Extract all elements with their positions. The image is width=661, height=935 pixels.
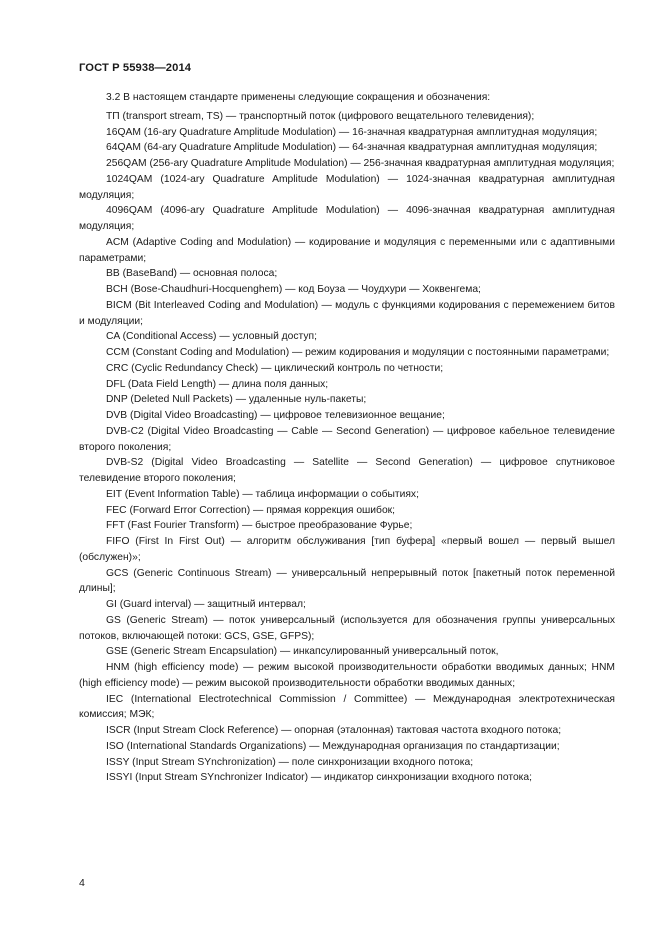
abbreviation-entry: ISCR (Input Stream Clock Reference) — опорная (эталонная) тактовая частота входного потока;: [106, 725, 562, 736]
abbreviation-entry: DFL (Data Field Length) — длина поля данных;: [106, 378, 329, 390]
abbreviation-entry: EIT (Event Information Table) — таблица информации о событиях;: [106, 488, 419, 500]
abbreviation-entry: BICM (Bit Interleaved Coding and Modulation) — модуль с функциями кодирования с перемежением битов и модуляции;: [79, 299, 615, 327]
abbreviation-entry: 64QAM (64-ary Quadrature Amplitude Modulation) — 64-значная квадратурная амплитудная модуляция;: [106, 142, 598, 154]
abbreviation-entry: GSE (Generic Stream Encapsulation) — инкапсулированный универсальный поток,: [106, 646, 499, 658]
abbreviation-entry: CA (Conditional Access) — условный доступ;: [106, 331, 317, 343]
abbreviation-entry: ТП (transport stream, TS) — транспортный поток (цифрового вещательного телевидения);: [106, 110, 535, 122]
abbreviation-entry: BB (BaseBand) — основная полоса;: [106, 268, 278, 280]
abbreviation-entry: ACM (Adaptive Coding and Modulation) — кодирование и модуляция с переменными или с адаптивными параметрами;: [79, 236, 615, 264]
abbreviation-entry: GS (Generic Stream) — поток универсальный (используется для обозначения группы универсальных потоков, включающей потоки: GCS, GSE, GFPS);: [79, 614, 615, 642]
abbreviation-entry: ISSY (Input Stream SYnchronization) — поле синхронизации входного потока;: [106, 756, 474, 768]
abbreviation-entry: FFT (Fast Fourier Transform) — быстрое преобразование Фурье;: [106, 520, 413, 532]
abbreviation-entry: DVB-S2 (Digital Video Broadcasting — Satellite — Second Generation) — цифровое спутниковое телевидение второго поколения;: [79, 457, 615, 484]
abbreviation-entry: DVB-C2 (Digital Video Broadcasting — Cable — Second Generation) — цифровое кабельное телевидение второго поколения;: [79, 425, 615, 453]
abbreviation-entry: FEC (Forward Error Correction) — прямая коррекция ошибок;: [106, 504, 396, 516]
document-header: ГОСТ Р 55938—2014: [79, 62, 192, 74]
abbreviation-entry: CCM (Constant Coding and Modulation) — режим кодирования и модуляции с постоянными параметрами;: [106, 347, 610, 358]
abbreviation-entry: IEC (International Electrotechnical Commission / Committee) — Международная электротехническая комиссия; МЭК;: [79, 693, 615, 721]
abbreviation-entry: DVB (Digital Video Broadcasting) — цифровое телевизионное вещание;: [106, 410, 445, 421]
abbreviation-entry: 1024QAM (1024-ary Quadrature Amplitude Modulation) — 1024-значная квадратурная амплитудная модуляция;: [79, 173, 615, 201]
abbreviation-entry: DNP (Deleted Null Packets) — удаленные нуль-пакеты;: [106, 394, 367, 406]
abbreviation-entry: HNM (high efficiency mode) — режим высокой производительности обработки вводимых данных; HNM (high efficiency mode) — режим высокой производительности обработки вводимых данных;: [79, 662, 615, 689]
abbreviation-entry: GI (Guard interval) — защитный интервал;: [106, 599, 306, 610]
abbreviation-entry: ISSYI (Input Stream SYnchronizer Indicator) — индикатор синхронизации входного потока;: [106, 772, 532, 784]
abbreviation-entry: ISO (International Standards Organizations) — Международная организация по стандартизации;: [106, 740, 560, 752]
abbreviation-entry: GCS (Generic Continuous Stream) — универсальный непрерывный поток [пакетный поток переменной длины];: [79, 567, 615, 595]
abbreviation-entry: FIFO (First In First Out) — алгоритм обслуживания [тип буфера] «первый вошел — первый вышел (обслужен)»;: [79, 536, 615, 563]
abbreviation-entry: BCH (Bose-Chaudhuri-Hocquenghem) — код Боуза — Чоудхури — Хоквенгема;: [106, 284, 481, 295]
section-intro: 3.2 В настоящем стандарте применены следующие сокращения и обозначения:: [106, 92, 491, 103]
page-number: 4: [79, 877, 85, 889]
abbreviation-entry: 4096QAM (4096-ary Quadrature Amplitude Modulation) — 4096-значная квадратурная амплитудная модуляция;: [79, 205, 615, 232]
abbreviations-section: [79, 90, 615, 786]
abbreviation-entry: CRC (Cyclic Redundancy Check) — циклический контроль по четности;: [106, 362, 444, 374]
abbreviation-entry: 256QAM (256-ary Quadrature Amplitude Modulation) — 256-значная квадратурная амплитудная модуляция;: [106, 158, 615, 169]
abbreviation-entry: 16QAM (16-ary Quadrature Amplitude Modulation) — 16-значная квадратурная амплитудная модуляция;: [106, 126, 598, 138]
